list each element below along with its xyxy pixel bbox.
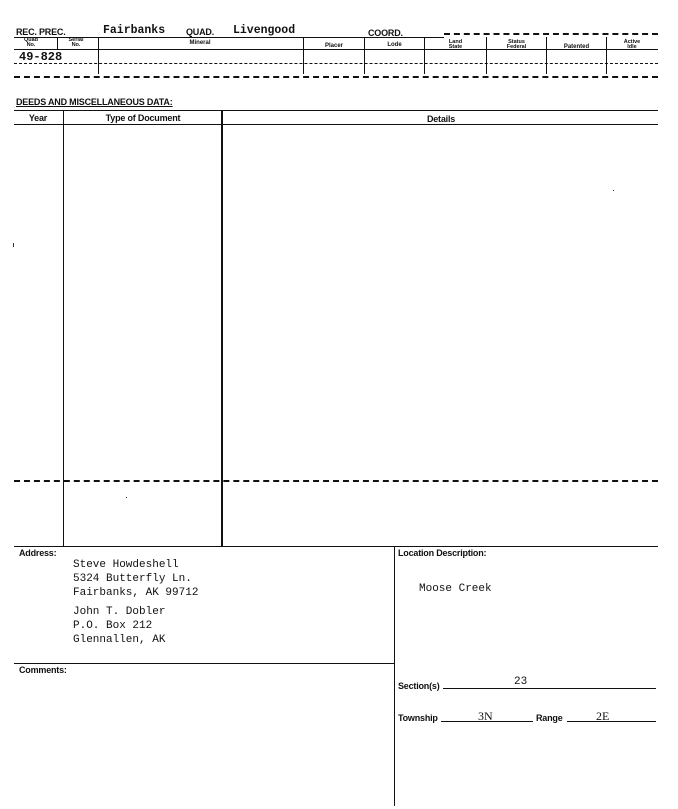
coord-label: COORD. (368, 28, 403, 38)
record-rule (14, 63, 658, 64)
quad-serial-value: 49-828 (19, 50, 63, 64)
deeds-bottom-rule (14, 546, 658, 547)
address-line: John T. Dobler (73, 606, 166, 618)
township-label: Township (398, 713, 438, 723)
scan-mark (13, 243, 14, 247)
col-divider (606, 37, 607, 74)
range-value: 2E (596, 709, 610, 723)
address-line: Glennallen, AK (73, 634, 166, 646)
col-header-patented: Patented (563, 44, 590, 50)
col-header-land-state: Land State (448, 39, 463, 50)
address-line: Fairbanks, AK 99712 (73, 587, 199, 599)
address-location-divider (394, 546, 395, 806)
address-line: 5324 Butterfly Ln. (73, 573, 192, 585)
scan-mark (126, 497, 127, 498)
address-label: Address: (19, 548, 57, 558)
rec-prec-value: Fairbanks (103, 24, 166, 37)
record-bottom-rule (14, 76, 658, 78)
quad-value: Livengood (233, 24, 296, 37)
deeds-dashed-rule (14, 480, 658, 482)
quad-label: QUAD. (186, 27, 214, 37)
scan-mark (613, 190, 614, 191)
location-label: Location Description: (398, 548, 487, 558)
col-header-serial-no: Serial No. (68, 37, 84, 48)
deeds-col-type: Type of Document (105, 113, 181, 123)
section-label: Section(s) (398, 681, 440, 691)
col-header-active-idle: Active Idle (623, 39, 641, 50)
township-value: 3N (478, 709, 493, 723)
range-label: Range (536, 713, 563, 723)
col-header-status-federal: Status Federal (506, 39, 527, 50)
address-line: Steve Howdeshell (73, 559, 179, 571)
deeds-header-rule (14, 124, 658, 125)
col-header-mineral: Mineral (189, 40, 211, 46)
address-line: P.O. Box 212 (73, 620, 153, 632)
col-header-lode: Lode (387, 42, 402, 48)
header-rule-dashed (444, 33, 658, 35)
deeds-col-year: Year (28, 113, 48, 123)
section-value: 23 (514, 676, 528, 688)
section-underline (443, 688, 656, 689)
range-underline (567, 721, 656, 722)
rec-prec-label: REC. PREC. (16, 27, 66, 37)
col-divider (98, 37, 99, 74)
col-divider (546, 37, 547, 74)
address-block-1 (73, 558, 198, 600)
address-comments-rule (14, 663, 394, 664)
deeds-title: DEEDS AND MISCELLANEOUS DATA: (16, 97, 173, 107)
deeds-top-rule (14, 110, 658, 111)
col-header-quad-no: Quad No. (23, 37, 39, 48)
location-value: Moose Creek (419, 583, 492, 595)
col-header-placer: Placer (324, 43, 343, 49)
deeds-col-details: Details (426, 114, 456, 124)
comments-label: Comments: (19, 665, 67, 675)
address-block-2 (73, 605, 165, 647)
col-divider (303, 37, 304, 74)
col-divider (57, 37, 58, 49)
